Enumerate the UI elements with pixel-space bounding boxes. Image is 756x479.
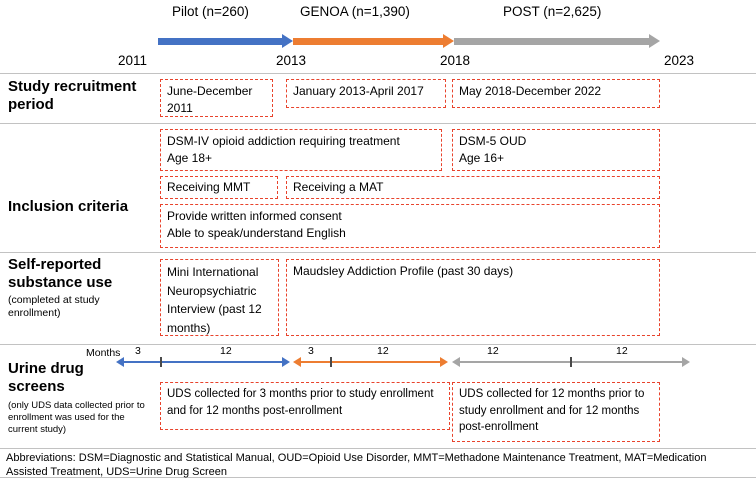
inclusion-box-dsm-5 (452, 129, 660, 171)
timeline-bar-genoa (293, 38, 443, 45)
year-label-2011: 2011 (118, 53, 148, 68)
dsm-iv-line1: DSM-IV opioid addiction requiring treatment (167, 134, 400, 148)
timeline-bar-pilot (158, 38, 282, 45)
recruitment-box-post: May 2018-December 2022 (452, 79, 660, 108)
row-label-uds: Urine drug screens (8, 360, 84, 395)
uds-box-post: UDS collected for 12 months prior to study enrollment and for 12 months post-enrollment (452, 382, 660, 442)
consent-line1: Provide written informed consent (167, 209, 342, 223)
inclusion-box-mmt: Receiving MMT (160, 176, 278, 199)
phase-label-genoa: GENOA (n=1,390) (300, 4, 410, 19)
self-reported-box-maudsley: Maudsley Addiction Profile (past 30 days) (286, 259, 660, 336)
section-divider (0, 448, 756, 449)
abbreviations-note: Abbreviations: DSM=Diagnostic and Statistical Manual, OUD=Opioid Use Disorder, MMT=Methadone Maintenance Treatment, MAT=Medication Assisted Treatment, UDS=Urine Drug Screen (6, 452, 707, 479)
inclusion-box-consent (160, 204, 660, 248)
section-divider (0, 123, 756, 124)
months-arrow-post-icon (452, 357, 690, 367)
months-axis-label: Months (86, 347, 121, 359)
months-value-post-post: 12 (616, 345, 628, 357)
timeline-arrowhead-pilot-icon (282, 34, 293, 48)
timeline-bar-post (454, 38, 649, 45)
inclusion-box-mat: Receiving a MAT (286, 176, 660, 199)
dsm-5-line1: DSM-5 OUD (459, 134, 527, 148)
timeline-arrowhead-post-icon (649, 34, 660, 48)
months-arrow-pilot-icon (116, 357, 290, 367)
section-divider (0, 73, 756, 74)
row-sublabel-self-reported: (completed at study enrollment) (8, 294, 100, 320)
year-label-2023: 2023 (664, 53, 695, 68)
inclusion-box-dsm-iv (160, 129, 442, 171)
months-value-pilot-pre: 3 (135, 345, 141, 357)
row-label-inclusion: Inclusion criteria (8, 198, 129, 215)
dsm-iv-line2: Age 18+ (167, 150, 213, 165)
year-label-2013: 2013 (276, 53, 307, 68)
months-arrow-genoa-icon (293, 357, 448, 367)
months-value-genoa-post: 12 (377, 345, 389, 357)
self-reported-box-mini: Mini International Neuropsychiatric Interview (past 12 months) (160, 259, 279, 336)
timeline-arrowhead-genoa-icon (443, 34, 454, 48)
dsm-5-line2: Age 16+ (459, 150, 505, 165)
row-label-recruitment: Study recruitment period (8, 78, 137, 113)
months-value-genoa-pre: 3 (308, 345, 314, 357)
uds-box-pilot-genoa: UDS collected for 3 months prior to study enrollment and for 12 months post-enrollment (160, 382, 450, 430)
months-value-post-pre: 12 (487, 345, 499, 357)
row-sublabel-uds: (only UDS data collected prior to enrollment was used for the current study) (8, 400, 145, 435)
section-divider (0, 252, 756, 253)
months-value-pilot-post: 12 (220, 345, 232, 357)
recruitment-box-genoa: January 2013-April 2017 (286, 79, 446, 108)
recruitment-box-pilot: June-December 2011 (160, 79, 273, 117)
consent-line2: Able to speak/understand English (167, 225, 346, 240)
row-label-self-reported: Self-reported substance use (8, 256, 113, 291)
year-label-2018: 2018 (440, 53, 471, 68)
phase-label-post: POST (n=2,625) (503, 4, 602, 19)
phase-label-pilot: Pilot (n=260) (172, 4, 249, 19)
